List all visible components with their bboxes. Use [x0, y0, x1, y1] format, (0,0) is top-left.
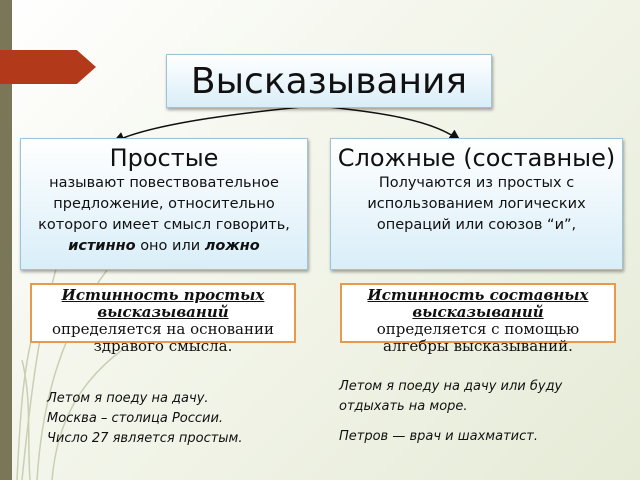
- truth-complex-heading: Истинность составных высказываний: [367, 286, 589, 321]
- page-title: Высказывания: [166, 54, 492, 108]
- truth-simple-text: определяется на основании здравого смысла.: [52, 320, 274, 355]
- arrow-to-complex: [318, 106, 456, 138]
- simple-statements-box: [20, 138, 308, 270]
- example-item: Летом я поеду на дачу.: [47, 391, 209, 406]
- truth-simple-heading: Истинность простых высказываний: [61, 286, 265, 321]
- complex-description: Получаются из простых с использованием логических операций или союзов “и”,: [367, 175, 586, 233]
- truth-simple-box: [30, 283, 296, 355]
- simple-text-before: называют повествовательное предложение, относительно которого имеет смысл говорить,: [38, 175, 290, 233]
- simple-examples: [47, 389, 277, 449]
- complex-title: Сложные (составные): [337, 144, 616, 172]
- example-item: Петров — врач и шахматист.: [339, 429, 538, 444]
- truth-complex-box: [340, 283, 616, 355]
- simple-description: [21, 173, 307, 257]
- example-item: Москва – столица России.: [47, 411, 224, 426]
- arrow-to-simple: [118, 106, 312, 140]
- simple-title: Простые: [109, 144, 219, 172]
- simple-word-false: ложно: [204, 238, 260, 254]
- example-item: Число 27 является простым.: [47, 431, 243, 446]
- simple-text-mid: оно или: [140, 238, 201, 254]
- example-item: Летом я поеду на дачу или буду отдыхать на море.: [339, 379, 563, 414]
- simple-word-true: истинно: [68, 238, 136, 254]
- complex-statements-box: [330, 138, 623, 270]
- truth-complex-text: определяется с помощью алгебры высказываний.: [376, 320, 580, 355]
- complex-examples: [339, 377, 629, 447]
